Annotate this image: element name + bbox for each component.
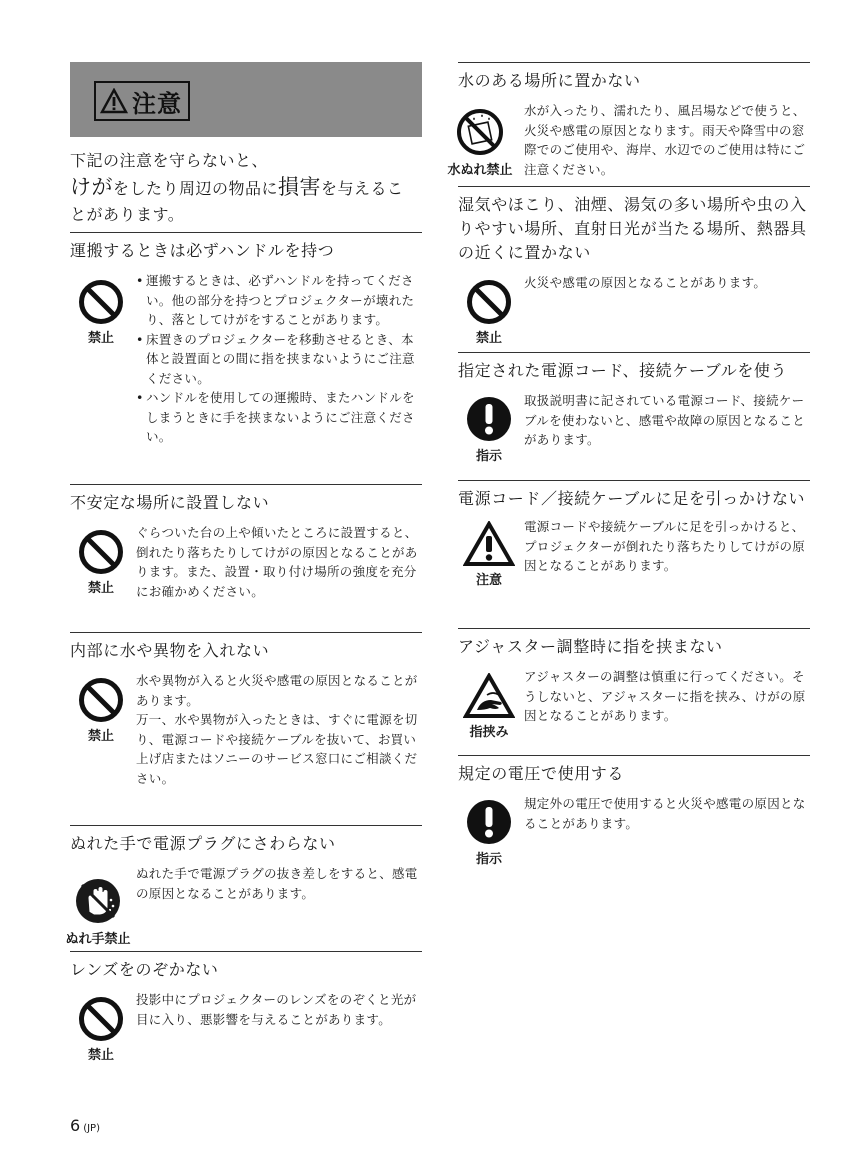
mandatory-icon bbox=[465, 798, 513, 846]
prohibition-icon-wrap bbox=[458, 279, 520, 346]
section-body bbox=[136, 271, 422, 447]
section-title: 電源コード／接続ケーブルに足を引っかけない bbox=[458, 489, 806, 508]
icon-label: 禁止 bbox=[87, 581, 114, 596]
section-title: ぬれた手で電源プラグにさわらない bbox=[70, 834, 336, 853]
icon-label: 水ぬれ禁止 bbox=[447, 163, 513, 178]
paragraph: 投影中にプロジェクターのレンズをのぞくと光が目に入り、悪影響を与えることがあります。 bbox=[136, 992, 417, 1027]
no-wet-hands-icon bbox=[73, 876, 123, 926]
intro-emphasis-damage: 損害 bbox=[278, 175, 322, 199]
section-title: 運搬するときは必ずハンドルを持つ bbox=[70, 241, 335, 260]
section-body bbox=[524, 101, 810, 179]
section-body bbox=[136, 990, 422, 1029]
paragraph: ぬれた手で電源プラグの抜き差しをすると、感電の原因となることがあります。 bbox=[136, 866, 418, 901]
warning-triangle-icon bbox=[100, 88, 128, 114]
section-body bbox=[524, 517, 810, 576]
page-number bbox=[70, 1116, 100, 1135]
section-unstable-place bbox=[70, 484, 422, 601]
paragraph: 万一、水や異物が入ったときは、すぐに電源を切り、電源コードや接続ケーブルを抜いて、お買い上げ店またはソニーのサービス窓口にご相談ください。 bbox=[136, 712, 418, 786]
section-body bbox=[524, 391, 810, 450]
prohibition-icon bbox=[78, 529, 124, 575]
section-title: 内部に水や異物を入れない bbox=[70, 641, 270, 660]
paragraph: ぐらついた台の上や傾いたところに設置すると、倒れたり落ちたりしてけがの原因となることがあります。また、設置・取り付け場所の強度を充分にお確かめください。 bbox=[136, 525, 418, 599]
no-water-icon bbox=[455, 107, 505, 157]
paragraph: 水や異物が入ると火災や感電の原因となることがあります。 bbox=[136, 673, 418, 708]
finger-pinch-icon-wrap bbox=[458, 673, 520, 740]
mandatory-icon-wrap bbox=[458, 798, 520, 867]
section-body bbox=[524, 794, 810, 833]
section-title: 規定の電圧で使用する bbox=[458, 764, 625, 783]
icon-label: 指示 bbox=[475, 852, 502, 867]
section-adjuster bbox=[458, 628, 810, 740]
icon-label: 禁止 bbox=[87, 729, 114, 744]
section-body bbox=[524, 667, 810, 726]
section-water-foreign-objects bbox=[70, 632, 422, 788]
intro-line-1: 下記の注意を守らないと、 bbox=[70, 151, 269, 170]
section-humid-place bbox=[458, 186, 810, 346]
section-body bbox=[136, 864, 422, 903]
section-title: アジャスター調整時に指を挟まない bbox=[458, 637, 723, 656]
intro-line-2-mid: をしたり周辺の物品に bbox=[113, 179, 279, 198]
caution-banner-box bbox=[94, 81, 190, 121]
caution-icon bbox=[463, 521, 515, 567]
icon-label: 禁止 bbox=[87, 331, 114, 346]
bullet-item: • ハンドルを使用しての運搬時、またハンドルをしまうときに手を挟まないようにご注意ください。 bbox=[136, 388, 422, 447]
intro-line-2-tail: を与えるこ bbox=[321, 179, 404, 198]
no-water-icon-wrap bbox=[440, 107, 520, 178]
paragraph: アジャスターの調整は慎重に行ってください。そうしないと、アジャスターに指を挟み、けがの原因となることがあります。 bbox=[524, 669, 806, 723]
mandatory-icon-wrap bbox=[458, 395, 520, 464]
finger-pinch-icon bbox=[463, 673, 515, 719]
section-water-place bbox=[447, 62, 810, 179]
page-number-suffix: (JP) bbox=[83, 1123, 100, 1134]
paragraph: 水が入ったり、濡れたり、風呂場などで使うと、火災や感電の原因となります。雨天や降雪中の窓際でのご使用や、海岸、水辺でのご使用は特にご注意ください。 bbox=[524, 103, 806, 177]
prohibition-icon-wrap bbox=[70, 677, 132, 744]
bullet-item: • 床置きのプロジェクターを移動させるとき、本体と設置面との間に指を挟まないようにご注意ください。 bbox=[136, 330, 422, 389]
prohibition-icon-wrap bbox=[70, 279, 132, 346]
paragraph: 電源コードや接続ケーブルに足を引っかけると、プロジェクターが倒れたり落ちたりしてけがの原因となることがあります。 bbox=[524, 519, 806, 573]
intro-line-3: とがあります。 bbox=[70, 205, 185, 224]
caution-banner-title: 注意 bbox=[132, 89, 182, 118]
prohibition-icon bbox=[78, 279, 124, 325]
section-rated-voltage bbox=[458, 755, 810, 867]
section-title: 指定された電源コード、接続ケーブルを使う bbox=[458, 361, 788, 380]
caution-icon-wrap bbox=[458, 521, 520, 588]
intro-text bbox=[70, 148, 422, 228]
icon-label: 禁止 bbox=[87, 1048, 114, 1063]
section-carry-handle bbox=[70, 232, 422, 447]
prohibition-icon bbox=[78, 996, 124, 1042]
bullet-item: • 運搬するときは、必ずハンドルを持ってください。他の部分を持つとプロジェクターが壊れたり、落としてけがをすることがあります。 bbox=[136, 271, 422, 330]
section-trip-cord bbox=[458, 480, 810, 588]
icon-label: ぬれ手禁止 bbox=[65, 932, 131, 947]
prohibition-icon bbox=[78, 677, 124, 723]
section-title: レンズをのぞかない bbox=[70, 960, 219, 979]
section-title: 湿気やほこり、油煙、湯気の多い場所や虫の入りやすい場所、直射日光が当たる場所、熱器具の近くに置かない bbox=[458, 195, 807, 262]
paragraph: 取扱説明書に記されている電源コード、接続ケーブルを使わないと、感電や故障の原因となることがあります。 bbox=[524, 393, 806, 447]
paragraph: 規定外の電圧で使用すると火災や感電の原因となることがあります。 bbox=[524, 796, 806, 831]
prohibition-icon bbox=[466, 279, 512, 325]
no-wet-hands-icon-wrap bbox=[58, 876, 138, 947]
caution-banner bbox=[70, 62, 422, 137]
icon-label: 指示 bbox=[475, 449, 502, 464]
icon-label: 指挟み bbox=[469, 725, 509, 740]
prohibition-icon-wrap bbox=[70, 996, 132, 1063]
section-wet-hands bbox=[65, 825, 422, 947]
intro-emphasis-injury: けが bbox=[70, 175, 113, 199]
paragraph: 火災や感電の原因となることがあります。 bbox=[524, 275, 767, 290]
section-lens bbox=[70, 951, 422, 1063]
section-specified-cord bbox=[458, 352, 810, 464]
prohibition-icon-wrap bbox=[70, 529, 132, 596]
page-number-value: 6 bbox=[70, 1116, 81, 1135]
section-title: 水のある場所に置かない bbox=[458, 71, 641, 90]
section-body bbox=[136, 523, 422, 601]
mandatory-icon bbox=[465, 395, 513, 443]
section-title: 不安定な場所に設置しない bbox=[70, 493, 270, 512]
icon-label: 禁止 bbox=[475, 331, 502, 346]
section-body bbox=[524, 273, 810, 293]
section-body bbox=[136, 671, 422, 788]
icon-label: 注意 bbox=[475, 573, 502, 588]
intro-line-2 bbox=[70, 174, 422, 202]
